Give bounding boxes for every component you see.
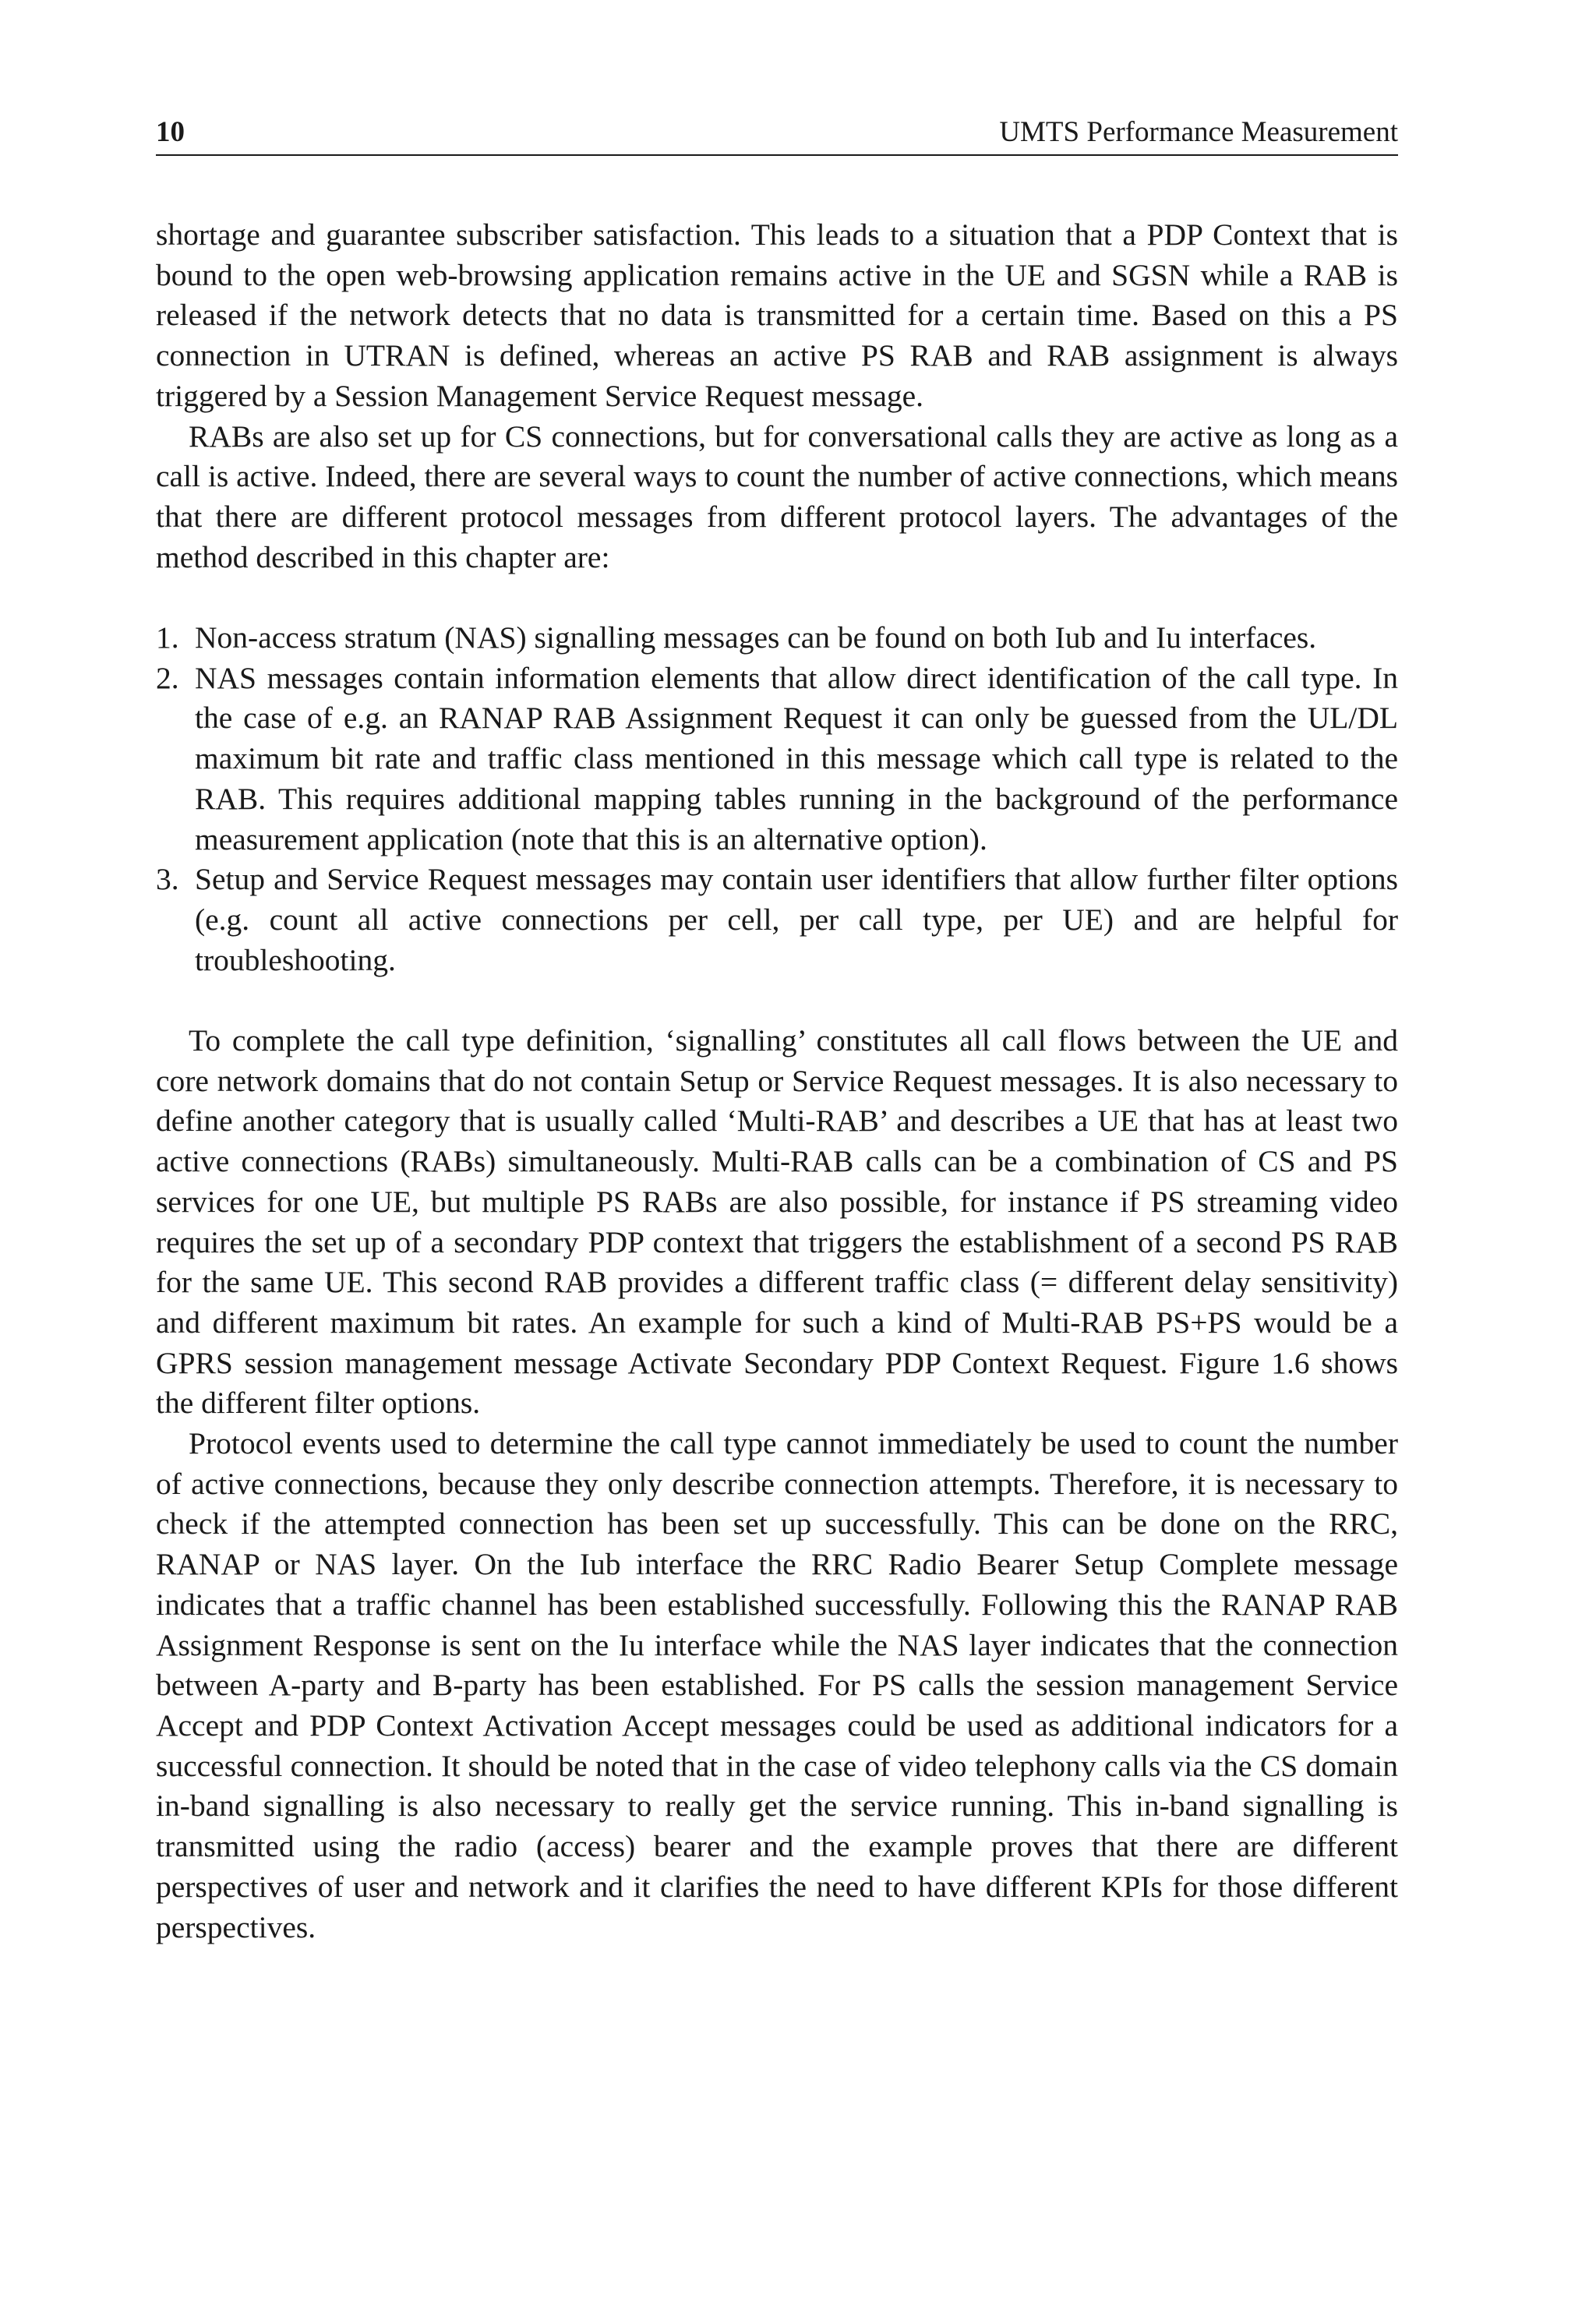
paragraph-3: To complete the call type definition, ‘signalling’ constitutes all call flows between the UE and core network domains that do not contain Setup or Service Request messages. It is also necessary to define another category that is usually called ‘Multi-RAB’ and describes a UE that has at least two active connections (RABs) simultaneously. Multi-RAB calls can be a combination of CS and PS services for one UE, but multiple PS RABs are also possible, for instance if PS streaming video requires the set up of a secondary PDP context that triggers the establishment of a second PS RAB for the same UE. This second RAB provides a different traffic class (= different delay sensitivity) and different maximum bit rates. An example for such a kind of Multi-RAB PS+PS would be a GPRS session management message Activate Secondary PDP Context Request. Figure 1.6 shows the different filter options. <box>156 1023 1398 1421</box>
paragraph-4: Protocol events used to determine the call type cannot immediately be used to count the number of active connections, because they only describe connection attempts. Therefore, it is necessary to check if the attempted connection has been set up successfully. This can be done on the RRC, RANAP or NAS layer. On the Iub interface the RRC Radio Bearer Setup Complete message indicates that a traffic channel has been established successfully. Following this the RANAP RAB Assignment Response is sent on the Iu interface while the NAS layer indicates that the connection between A-party and B-party has been established. For PS calls the session management Service Accept and PDP Context Activation Accept messages could be used as additional indicators for a successful connection. It should be noted that in the case of video telephony calls via the CS domain in-band signalling is also necessary to really get the service running. This in-band signalling is transmitted using the radio (access) bearer and the example proves that there are different perspectives of user and network and it clarifies the need to have different KPIs for those different perspectives. <box>156 1426 1398 1944</box>
paragraph-2: RABs are also set up for CS connections, but for conversational calls they are active as long as a call is active. Indeed, there are several ways to count the number of active connections, which means that there are different protocol messages from different protocol layers. The advantages of the method described in this chapter are: <box>156 418 1398 574</box>
body-text <box>156 215 1398 1947</box>
list-item-number: 1. <box>156 620 179 655</box>
list-item-text: Non-access stratum (NAS) signalling messages can be found on both Iub and Iu interfaces. <box>195 620 1317 655</box>
page-number: 10 <box>156 116 185 148</box>
running-title: UMTS Performance Measurement <box>999 116 1398 148</box>
list-item <box>156 860 1398 980</box>
list-item-text: Setup and Service Request messages may contain user identifiers that allow further filter options (e.g. count all active connections per cell, per call type, per UE) and are helpful for troubleshooting. <box>195 862 1398 977</box>
book-page <box>156 115 1398 1947</box>
paragraph-1: shortage and guarantee subscriber satisfaction. This leads to a situation that a PDP Context that is bound to the open web-browsing application remains active in the UE and SGSN while a RAB is released if the network detects that no data is transmitted for a certain time. Based on this a PS connection in UTRAN is defined, whereas an active PS RAB and RAB assignment is always triggered by a Session Management Service Request message. <box>156 217 1398 413</box>
running-header <box>156 115 1398 156</box>
list-item-text: NAS messages contain information elements that allow direct identification of the call type. In the case of e.g. an RANAP RAB Assignment Request it can only be guessed from the UL/DL maximum bit rate and traffic class mentioned in this message which call type is related to the RAB. This requires additional mapping tables running in the background of the performance measurement application (note that this is an alternative option). <box>195 660 1398 856</box>
list-item <box>156 618 1398 659</box>
list-item <box>156 659 1398 860</box>
list-item-number: 2. <box>156 660 179 695</box>
advantages-list <box>156 618 1398 980</box>
list-item-number: 3. <box>156 862 179 897</box>
